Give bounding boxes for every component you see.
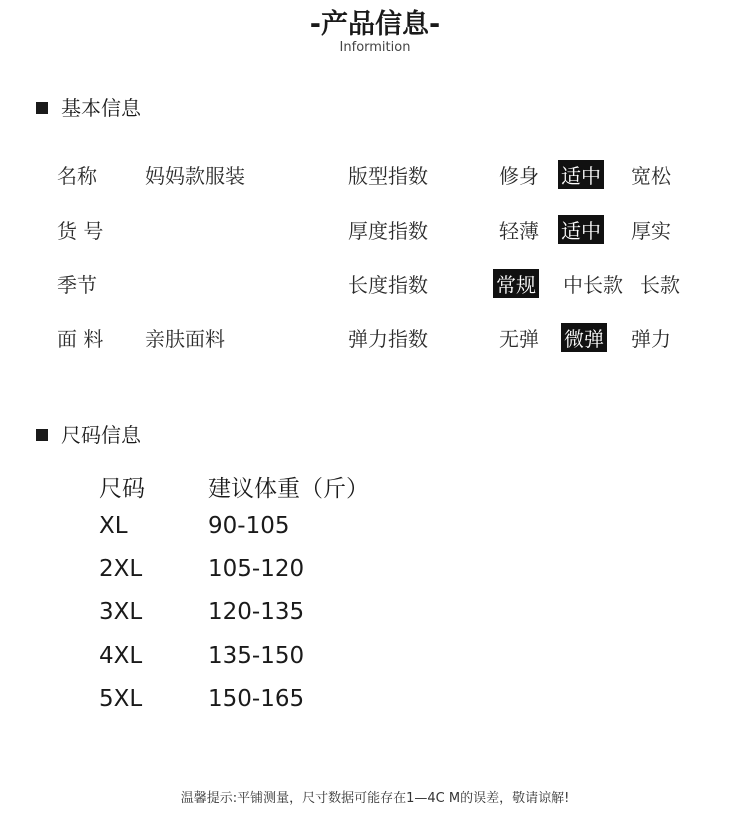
length-option-mid-long: 中长款: [563, 273, 623, 297]
page-subtitle: Informition: [339, 40, 411, 55]
size-info-heading-text: 尺码信息: [61, 423, 141, 447]
label-elasticity-index: 弹力指数: [348, 327, 428, 351]
thickness-option-medium-selected: 适中: [558, 215, 604, 244]
fit-option-loose: 宽松: [631, 164, 671, 188]
size-row-size: XL: [99, 513, 128, 539]
elasticity-option-slight-selected: 微弹: [561, 323, 607, 352]
square-bullet-icon: [36, 429, 48, 441]
size-row-weight: 90-105: [208, 513, 290, 539]
size-row-size: 4XL: [99, 643, 143, 669]
label-thickness-index: 厚度指数: [348, 219, 428, 243]
basic-info-heading-text: 基本信息: [61, 96, 141, 120]
fit-option-slim: 修身: [499, 164, 539, 188]
value-fabric: 亲肤面料: [145, 327, 225, 351]
size-row-size: 3XL: [99, 599, 143, 625]
size-info-heading: [36, 419, 141, 448]
elasticity-option-none: 无弹: [499, 327, 539, 351]
basic-info-heading: [36, 92, 141, 121]
size-row-weight: 105-120: [208, 556, 305, 582]
elasticity-option-stretch: 弹力: [631, 327, 671, 351]
fit-option-regular-selected: 适中: [558, 160, 604, 189]
size-row-weight: 120-135: [208, 599, 305, 625]
length-option-long: 长款: [640, 273, 680, 297]
thickness-option-thick: 厚实: [631, 219, 671, 243]
size-row-size: 5XL: [99, 686, 143, 712]
value-name: 妈妈款服装: [145, 164, 245, 188]
label-name: 名称: [57, 164, 97, 188]
thickness-option-thin: 轻薄: [499, 219, 539, 243]
measurement-note: 温馨提示:平铺测量，尺寸数据可能存在1—4C M的误差，敬请谅解!: [180, 791, 570, 806]
label-fabric: 面 料: [57, 327, 104, 351]
size-row-weight: 150-165: [208, 686, 305, 712]
size-row-weight: 135-150: [208, 643, 305, 669]
label-item-no: 货 号: [57, 219, 104, 243]
label-length-index: 长度指数: [348, 273, 428, 297]
size-header-weight: 建议体重（斤）: [208, 476, 369, 502]
page-title: -产品信息-: [309, 9, 441, 40]
square-bullet-icon: [36, 102, 48, 114]
length-option-regular-selected: 常规: [493, 269, 539, 298]
size-header-size: 尺码: [99, 476, 145, 502]
size-row-size: 2XL: [99, 556, 143, 582]
label-fit-index: 版型指数: [348, 164, 428, 188]
label-season: 季节: [57, 273, 97, 297]
